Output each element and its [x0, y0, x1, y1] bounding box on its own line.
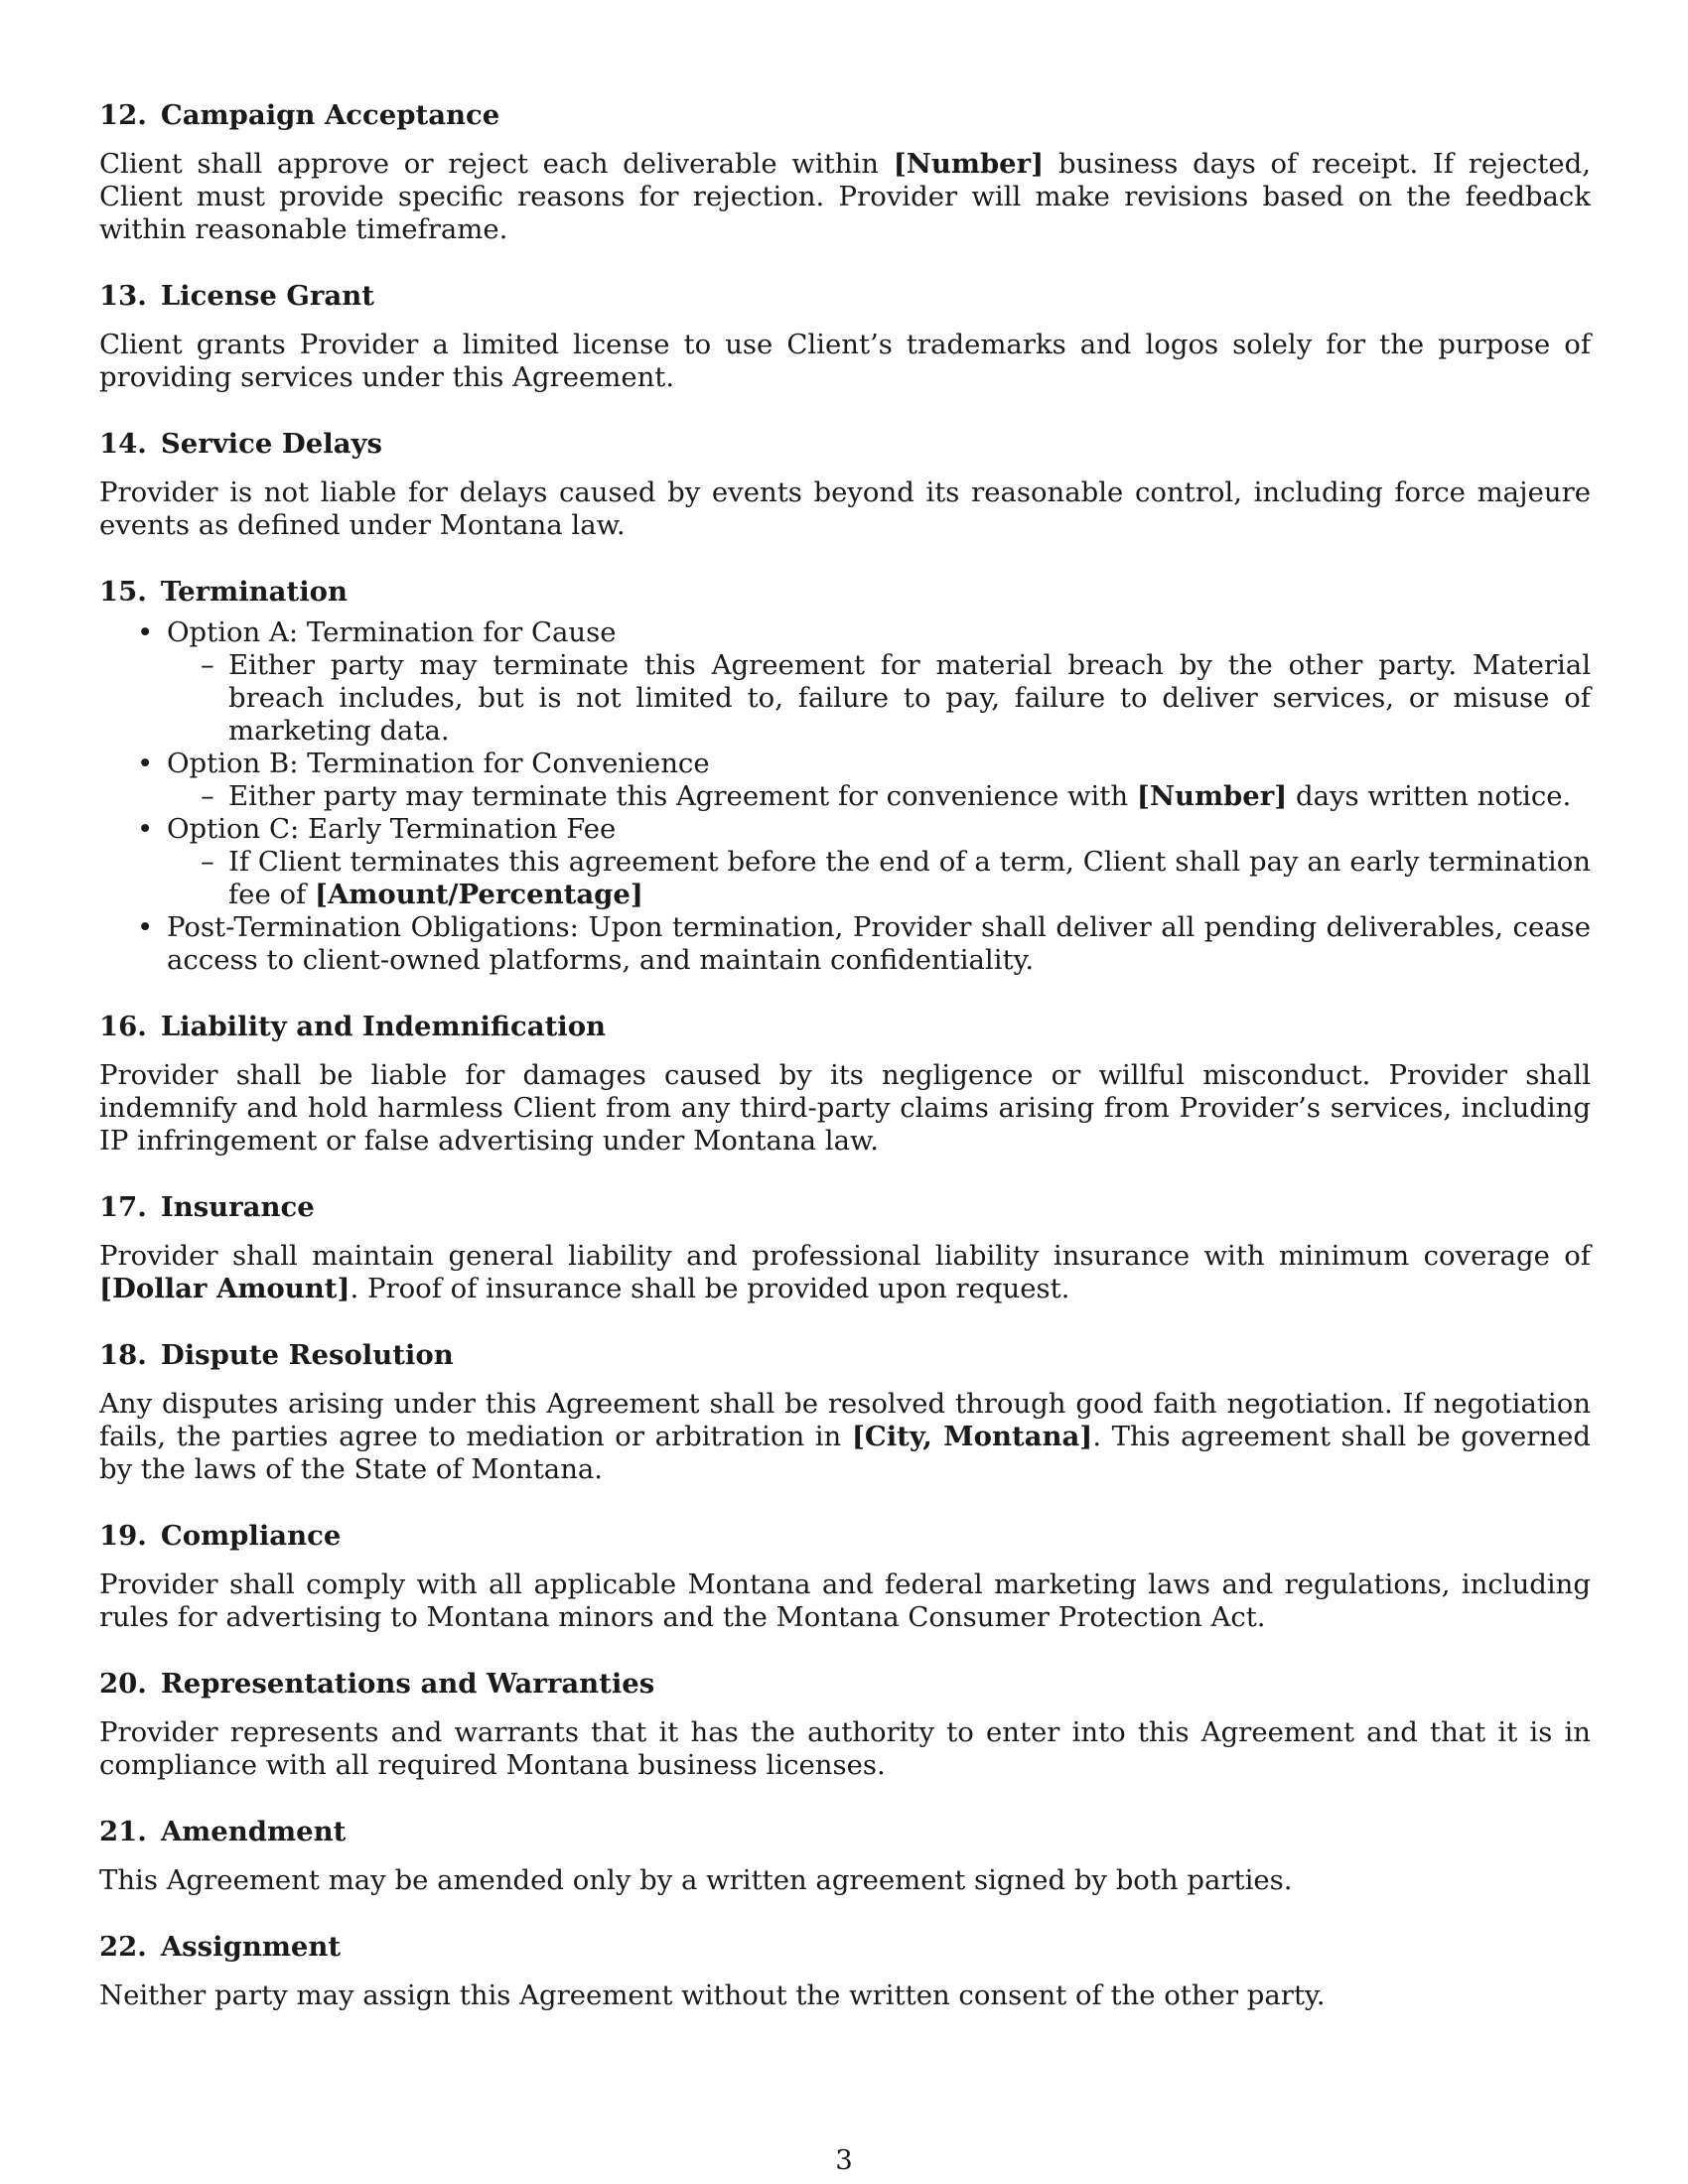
section-insurance: [99, 1191, 1591, 1305]
section-amendment: [99, 1816, 1591, 1897]
section-service-delays: [99, 428, 1591, 542]
section-body: Provider represents and warrants that it has the authority to enter into this Agreement and that it is in compliance with all required Montana business licenses.: [99, 1716, 1591, 1781]
section-heading: 13. License Grant: [99, 280, 374, 312]
list-item-option-a: • Option A: Termination for Cause – Either party may terminate this Agreement for material breach by the other party. Material breach includes, but is not limited to, failure to pay, failure to deliver services, or misuse of marketing data.: [167, 616, 1591, 748]
section-dispute-resolution: [99, 1339, 1591, 1486]
section-body: This Agreement may be amended only by a written agreement signed by both parties.: [99, 1864, 1293, 1896]
section-license-grant: [99, 280, 1591, 394]
page-number: 3: [835, 2144, 853, 2176]
termination-options-list: [99, 616, 1591, 977]
section-body: Provider shall be liable for damages caused by its negligence or willful misconduct. Provider shall indemnify and hold harmless Client from any third-party claims arising from Provider’s services, including IP infringement or false advertising under Montana law.: [99, 1059, 1591, 1157]
list-item-option-b: • Option B: Termination for Convenience – Either party may terminate this Agreement for convenience with [Number] days written notice.: [167, 748, 1591, 813]
list-item-option-c-detail: – If Client terminates this agreement before the end of a term, Client shall pay an early termination fee of [Amount/Percentage]: [228, 846, 1591, 911]
section-body: Any disputes arising under this Agreement shall be resolved through good faith negotiation. If negotiation fails, the parties agree to mediation or arbitration in [City, Montana]. This agreement shall be governed by the laws of the State of Montana.: [99, 1388, 1591, 1485]
section-compliance: [99, 1520, 1591, 1634]
sub-list: [167, 649, 1591, 748]
placeholder-amount-percentage: [Amount/Percentage]: [314, 879, 643, 910]
section-heading: 19. Compliance: [99, 1520, 342, 1552]
list-item-post-termination: • Post-Termination Obligations: Upon termination, Provider shall deliver all pending deliverables, cease access to client-owned platforms, and maintain confidentiality.: [167, 911, 1591, 977]
section-body: Client shall approve or reject each deliverable within [Number] business days of receipt. If rejected, Client must provide specific reasons for rejection. Provider will make revisions based on the feedback within reasonable timeframe.: [99, 148, 1591, 245]
section-heading: 14. Service Delays: [99, 428, 382, 460]
section-heading: 15. Termination: [99, 576, 348, 608]
section-assignment: [99, 1931, 1591, 2012]
placeholder-number: [Number]: [1136, 780, 1288, 812]
section-heading: 21. Amendment: [99, 1816, 347, 1847]
section-body: Provider is not liable for delays caused by events beyond its reasonable control, including force majeure events as defined under Montana law.: [99, 477, 1591, 541]
list-item-option-c: • Option C: Early Termination Fee – If Client terminates this agreement before the end of a term, Client shall pay an early termination fee of [Amount/Percentage]: [167, 813, 1591, 911]
section-liability-indemnification: [99, 1011, 1591, 1158]
document-page: [99, 99, 1591, 2046]
section-heading: 22. Assignment: [99, 1931, 342, 1963]
placeholder-city: [City, Montana]: [851, 1421, 1093, 1452]
section-heading: 16. Liability and Indemnification: [99, 1011, 607, 1042]
section-heading: 17. Insurance: [99, 1191, 315, 1223]
section-heading: 18. Dispute Resolution: [99, 1339, 454, 1371]
section-body: Provider shall comply with all applicable Montana and federal marketing laws and regulations, including rules for advertising to Montana minors and the Montana Consumer Protection Act.: [99, 1569, 1591, 1633]
list-item-option-b-detail: – Either party may terminate this Agreement for convenience with [Number] days written notice.: [228, 780, 1591, 813]
section-heading: 12. Campaign Acceptance: [99, 99, 500, 131]
sub-list: [167, 780, 1591, 813]
placeholder-number: [Number]: [893, 148, 1045, 180]
section-representations-warranties: [99, 1668, 1591, 1782]
section-campaign-acceptance: [99, 99, 1591, 246]
section-termination: [99, 576, 1591, 977]
list-item-option-a-detail: – Either party may terminate this Agreement for material breach by the other party. Material breach includes, but is not limited to, failure to pay, failure to deliver services, or misuse of marketing data.: [228, 649, 1591, 748]
section-body: Client grants Provider a limited license to use Client’s trademarks and logos solely for the purpose of providing services under this Agreement.: [99, 329, 1591, 393]
sub-list: [167, 846, 1591, 911]
placeholder-dollar-amount: [Dollar Amount]: [99, 1273, 351, 1304]
section-body: Neither party may assign this Agreement without the written consent of the other party.: [99, 1979, 1326, 2011]
section-heading: 20. Representations and Warranties: [99, 1668, 655, 1700]
section-body: Provider shall maintain general liability and professional liability insurance with minimum coverage of [Dollar Amount]. Proof of insurance shall be provided upon request.: [99, 1240, 1591, 1304]
